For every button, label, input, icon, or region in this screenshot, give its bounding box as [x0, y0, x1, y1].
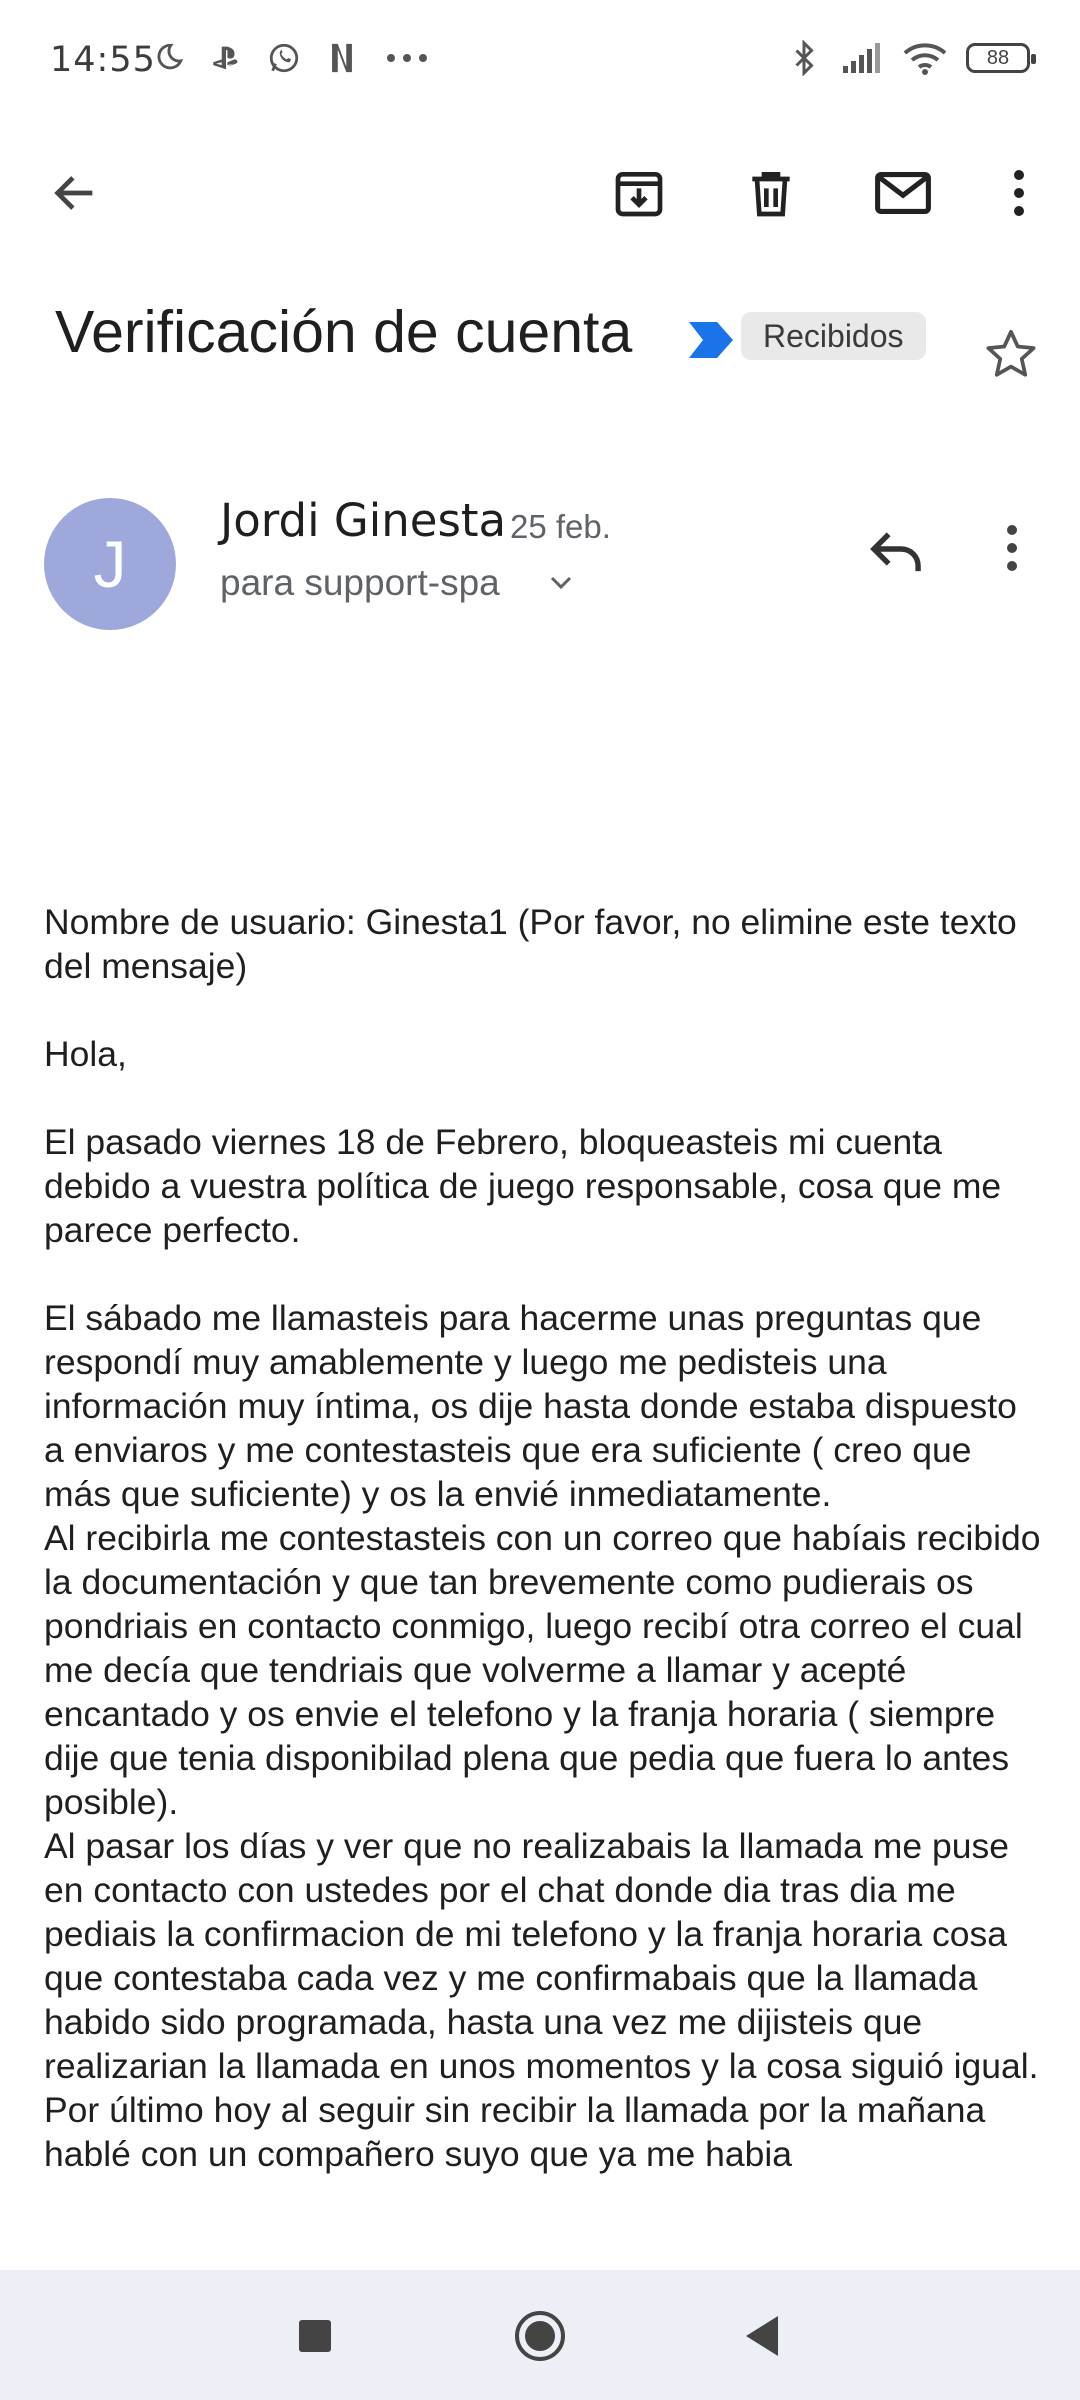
subject-row: [55, 290, 1045, 400]
status-system-icons: [786, 40, 1030, 76]
home-circle-icon: [513, 2309, 567, 2363]
avatar[interactable]: J: [44, 498, 176, 630]
battery-icon: [966, 43, 1030, 73]
back-triangle-icon: [742, 2314, 782, 2358]
back-button[interactable]: [42, 160, 108, 226]
star-button[interactable]: [983, 326, 1053, 396]
recents-square-icon: [297, 2318, 333, 2354]
mark-unread-button[interactable]: [870, 160, 936, 226]
home-button[interactable]: [510, 2306, 570, 2366]
back-nav-button[interactable]: [732, 2306, 792, 2366]
reply-icon: [866, 522, 926, 576]
email-toolbar: [0, 130, 1080, 250]
mark-unread-icon: [873, 165, 933, 221]
body-paragraph: Hola,: [44, 1034, 127, 1074]
status-bar: [0, 0, 1080, 130]
delete-button[interactable]: [738, 160, 804, 226]
more-dots-icon: [382, 40, 432, 76]
body-paragraph: El pasado viernes 18 de Febrero, bloqueasteis mi cuenta debido a vuestra política de juego responsable, cosa que me parece perfecto.: [44, 1122, 1002, 1250]
sender-header: [44, 494, 1044, 638]
wifi-icon: [902, 40, 948, 76]
status-notification-icons: [150, 40, 432, 76]
chevron-down-icon[interactable]: [548, 574, 574, 592]
label-chip-inbox[interactable]: Recibidos: [741, 312, 926, 360]
system-navigation-bar: [0, 2270, 1080, 2400]
netflix-icon: [324, 40, 360, 76]
more-options-button[interactable]: [986, 160, 1052, 226]
reply-button[interactable]: [866, 522, 946, 592]
archive-icon: [611, 165, 667, 221]
delete-icon: [743, 165, 799, 221]
important-marker-icon: [687, 320, 735, 360]
moon-icon: [150, 40, 186, 76]
body-paragraph: El sábado me llamasteis para hacerme unas preguntas que respondí muy amablemente y luego me pedisteis una información muy íntima, os dije hasta donde estaba dispuesto a enviaros y me contestasteis que era suficiente ( creo que más que suficiente) y os la envié inmediatamente. Al recibirla me contestasteis con un correo que habíais recibido la documentación y que tan brevemente como pudierais os pondriais en contacto conmigo, luego recibí otra correo el cual me decía que tendriais que volverme a llamar y acepté encantado y os envie el telefono y la franja horaria ( siempre dije que tenia disponibilad plena que pedia que fuera lo antes posible). Al pasar los días y ver que no realizabais la llamada me puse en contacto con ustedes por el chat donde dia tras dia me pediais la confirmacion de mi telefono y la franja horaria cosa que contestaba cada vez y me confirmabais que la llamada habido sido programada, hasta una vez me dijisteis que realizarian la llamada en unos momentos y la cosa siguió igual. Por último hoy al seguir sin recibir la llamada por la mañana hablé con un compañero suyo que ya me habia: [44, 1298, 1041, 2174]
body-paragraph: Nombre de usuario: Ginesta1 (Por favor, no elimine este texto del mensaje): [44, 902, 1017, 986]
archive-button[interactable]: [606, 160, 672, 226]
status-time: 14:55: [50, 40, 156, 80]
recents-button[interactable]: [285, 2306, 345, 2366]
recipient-details[interactable]: para support-spa: [220, 562, 500, 603]
more-vert-icon: [1004, 522, 1020, 574]
email-date: 25 feb.: [510, 508, 611, 545]
whatsapp-icon: [266, 40, 302, 76]
email-subject: Verificación de cuenta: [55, 299, 633, 365]
back-arrow-icon: [49, 167, 101, 219]
email-body: [44, 900, 1044, 2270]
battery-level: 88: [986, 46, 1010, 69]
signal-icon: [840, 40, 884, 76]
message-more-button[interactable]: [1004, 522, 1064, 592]
sender-name: Jordi Ginesta: [220, 494, 507, 547]
star-icon: [983, 326, 1039, 382]
more-vert-icon: [1011, 167, 1027, 219]
bluetooth-icon: [786, 40, 822, 76]
playstation-icon: [208, 40, 244, 76]
